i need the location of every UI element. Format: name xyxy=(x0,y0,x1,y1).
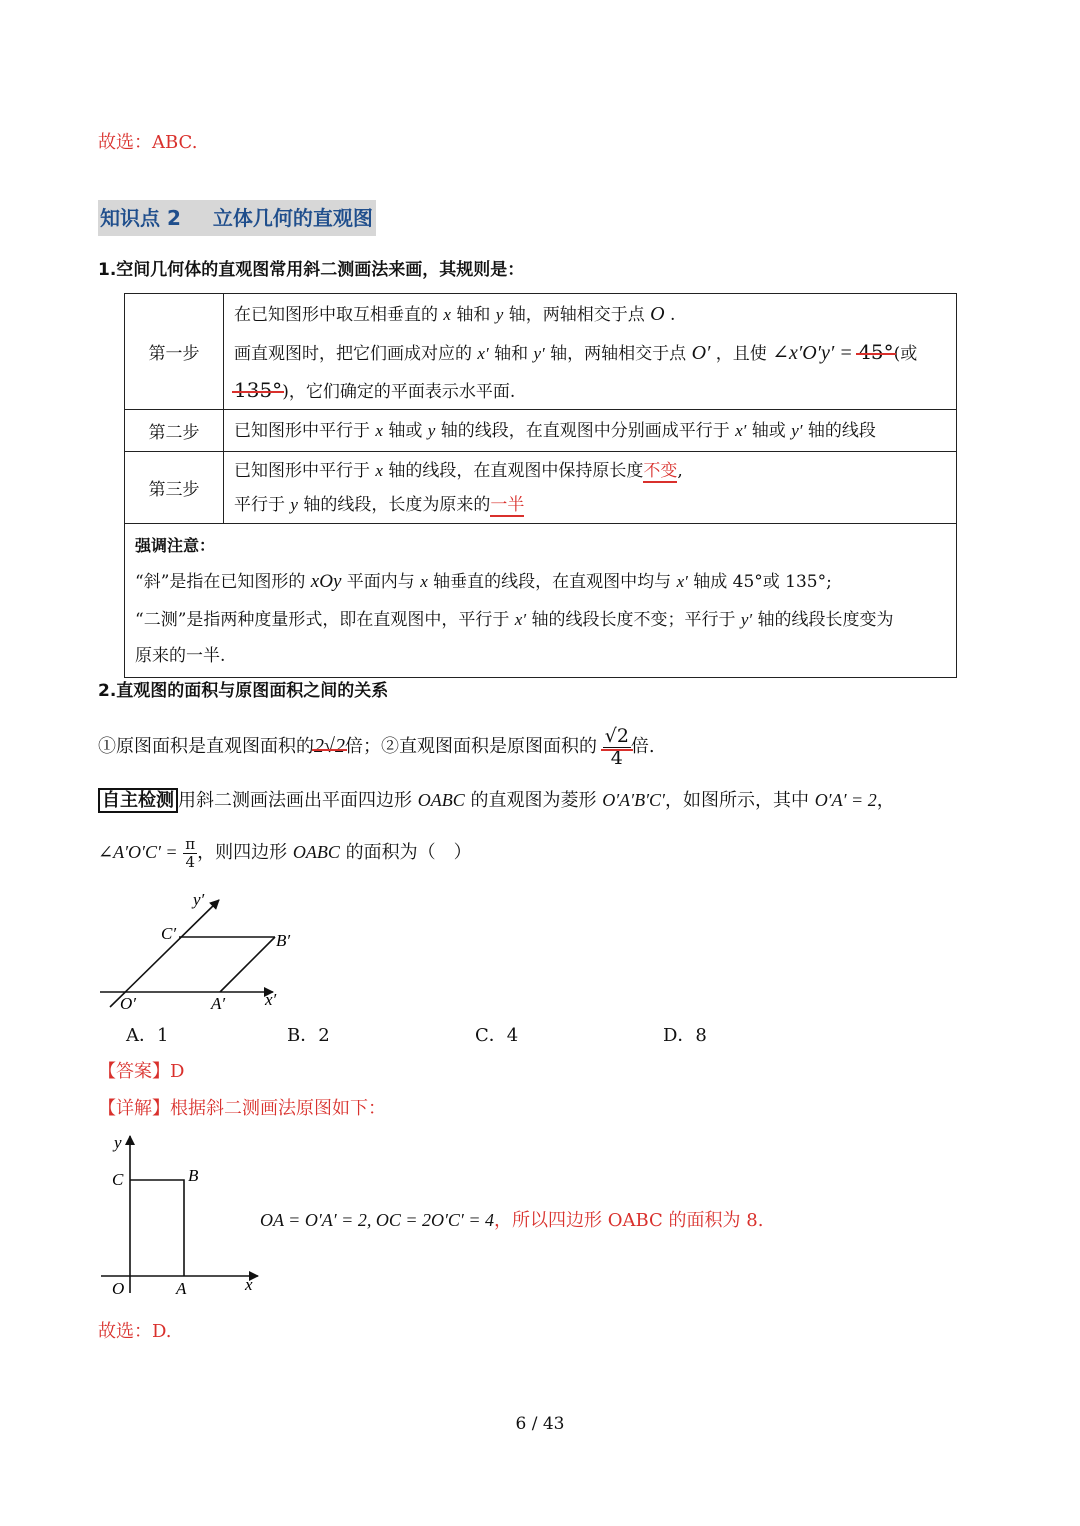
explain-title: 【详解】根据斜二测画法原图如下： xyxy=(98,1098,386,1119)
text: 轴的线段长度变为 xyxy=(757,609,894,630)
angle-expression: ∠x′O′y′ = xyxy=(772,341,853,364)
text: 轴或 xyxy=(751,420,786,441)
var: y′ xyxy=(533,343,545,363)
final-answer: 故选：D. xyxy=(98,1321,172,1342)
option-b[interactable]: B．2 xyxy=(287,1025,330,1046)
fraction-denominator: 4 xyxy=(185,852,195,871)
explain-formula: OA = O′A′ = 2, OC = 2O′C′ = 4 xyxy=(260,1210,495,1230)
answer: 【答案】D xyxy=(98,1061,185,1082)
label-x: x′ xyxy=(265,990,277,1009)
text: . xyxy=(669,304,676,325)
option-a[interactable]: A．1 xyxy=(126,1025,169,1046)
var: y xyxy=(495,304,504,324)
text: 倍；②直观图面积是原图面积的 xyxy=(344,736,597,757)
section-title: 立体几何的直观图 xyxy=(212,206,373,230)
label-b: B xyxy=(188,1166,199,1185)
var: O′ xyxy=(691,341,711,364)
label-b: B′ xyxy=(276,931,291,950)
label-x: x xyxy=(245,1275,253,1294)
text: ，且使 xyxy=(715,343,767,364)
text: 轴的线段，在直观图中保持原长度 xyxy=(388,460,644,481)
note-content xyxy=(125,524,957,678)
var: y xyxy=(290,494,298,514)
explain-conclusion: ，所以四边形 OABC 的面积为 8. xyxy=(494,1210,764,1231)
answer-blank-unchanged: 不变 xyxy=(643,460,678,481)
oblique-figure xyxy=(95,885,295,1015)
original-figure xyxy=(98,1128,268,1300)
text: 画直观图时，把它们画成对应的 xyxy=(234,343,472,364)
label-c: C xyxy=(112,1170,124,1189)
var: y′ xyxy=(740,609,753,629)
page-number: 6 / 43 xyxy=(515,1414,565,1434)
option-d[interactable]: D．8 xyxy=(663,1025,707,1046)
text: )，它们确定的平面表示水平面. xyxy=(282,381,516,402)
text: 轴和 xyxy=(494,343,529,364)
text: 轴的线段 xyxy=(807,420,876,441)
text: 倍. xyxy=(630,736,655,757)
label-a: A xyxy=(176,1279,187,1298)
text: 轴垂直的线段，在直观图中均与 xyxy=(433,571,672,592)
text: 的直观图为菱形 xyxy=(470,790,597,811)
text: 轴的线段长度不变；平行于 xyxy=(531,609,736,630)
y-axis xyxy=(110,900,219,1007)
edge-ba xyxy=(220,937,275,992)
var: O′A′ = 2 xyxy=(814,790,877,810)
text: ，则四边形 xyxy=(197,842,288,863)
text: “二测”是指两种度量形式，即在直观图中，平行于 xyxy=(135,609,510,630)
step2-label: 第二步 xyxy=(125,410,224,452)
table-row-note xyxy=(125,524,957,678)
var: xOy xyxy=(310,570,342,592)
text: 在已知图形中取互相垂直的 xyxy=(234,304,438,325)
self-check-question-line2 xyxy=(98,830,472,875)
step3-label: 第三步 xyxy=(125,452,224,524)
var: O xyxy=(650,302,665,325)
label-o: O xyxy=(112,1279,125,1298)
text: 原来的一半. xyxy=(135,645,226,666)
option-c[interactable]: C．4 xyxy=(475,1025,519,1046)
var: O′A′B′C′ xyxy=(602,790,665,810)
table-row-step2 xyxy=(125,410,957,452)
text: ，如图所示，其中 xyxy=(664,790,809,811)
self-check-question xyxy=(98,788,895,813)
angle-fraction xyxy=(183,836,197,870)
previous-answer: 故选：ABC. xyxy=(98,132,198,153)
rules-table xyxy=(124,293,957,678)
text: 轴的线段，在直观图中分别画成平行于 xyxy=(440,420,730,441)
table-row-step3 xyxy=(125,452,957,524)
var: x xyxy=(420,571,428,591)
step1-content xyxy=(224,294,957,410)
var: x′ xyxy=(676,571,688,591)
table-row-step1 xyxy=(125,294,957,410)
angle-alt-value: 135° xyxy=(234,371,282,409)
step1-label: 第一步 xyxy=(125,294,224,410)
text: 轴和 xyxy=(456,304,491,325)
text: 已知图形中平行于 xyxy=(234,460,370,481)
var: x′ xyxy=(477,343,489,363)
var: x xyxy=(443,304,451,324)
step2-content xyxy=(224,410,957,452)
text: 的面积为（ ） xyxy=(345,842,472,863)
answer-blank-half: 一半 xyxy=(490,494,525,515)
section-number: 知识点 2 xyxy=(100,206,181,230)
fraction-numerator: √2 xyxy=(604,724,629,747)
text: ， xyxy=(876,790,895,811)
text: “斜”是指在已知图形的 xyxy=(135,571,306,592)
text: 轴或 xyxy=(388,420,423,441)
ratio-value: 2√2 xyxy=(314,720,345,772)
text: 已知图形中平行于 xyxy=(234,420,370,441)
var: OABC xyxy=(292,842,340,862)
text: 轴，两轴相交于点 xyxy=(550,343,687,364)
text: 用斜二测画法画出平面四边形 xyxy=(178,790,412,811)
text: ①原图面积是直观图面积的 xyxy=(98,736,314,757)
text: 轴，两轴相交于点 xyxy=(508,304,645,325)
fraction-numerator: π xyxy=(185,835,196,853)
part1-title: 1.空间几何体的直观图常用斜二测画法来画，其规则是： xyxy=(98,260,525,280)
rectangle-edges xyxy=(130,1180,184,1276)
text: , xyxy=(677,460,683,481)
var: y′ xyxy=(791,420,803,440)
var: x xyxy=(375,460,383,480)
var: x′ xyxy=(735,420,747,440)
label-y: y xyxy=(114,1133,122,1152)
section-heading xyxy=(98,200,376,236)
text: 轴的线段，长度为原来的 xyxy=(303,494,491,515)
text: 平行于 xyxy=(234,494,285,515)
note-title: 强调注意： xyxy=(135,535,216,555)
self-check-tag: 自主检测 xyxy=(98,788,178,813)
angle-expression: ∠A′O′C′ = xyxy=(98,842,178,862)
var: x xyxy=(375,420,383,440)
label-c: C′ xyxy=(161,924,177,943)
var: x′ xyxy=(514,609,527,629)
part2-title: 2.直观图的面积与原图面积之间的关系 xyxy=(98,681,389,701)
angle-value: 45° xyxy=(858,333,893,371)
label-a: A′ xyxy=(211,994,226,1013)
explain-formula-line xyxy=(260,1208,763,1233)
var: OABC xyxy=(417,790,465,810)
step3-content xyxy=(224,452,957,524)
text: (或 xyxy=(893,343,918,364)
ratio-fraction xyxy=(603,726,631,769)
label-y: y′ xyxy=(193,890,205,909)
label-o: O′ xyxy=(120,994,136,1013)
text: 平面内与 xyxy=(346,571,415,592)
fraction-denominator: 4 xyxy=(610,746,623,769)
text: 轴成 45°或 135°; xyxy=(693,571,832,592)
var: y xyxy=(427,420,436,440)
area-relation xyxy=(98,720,655,773)
